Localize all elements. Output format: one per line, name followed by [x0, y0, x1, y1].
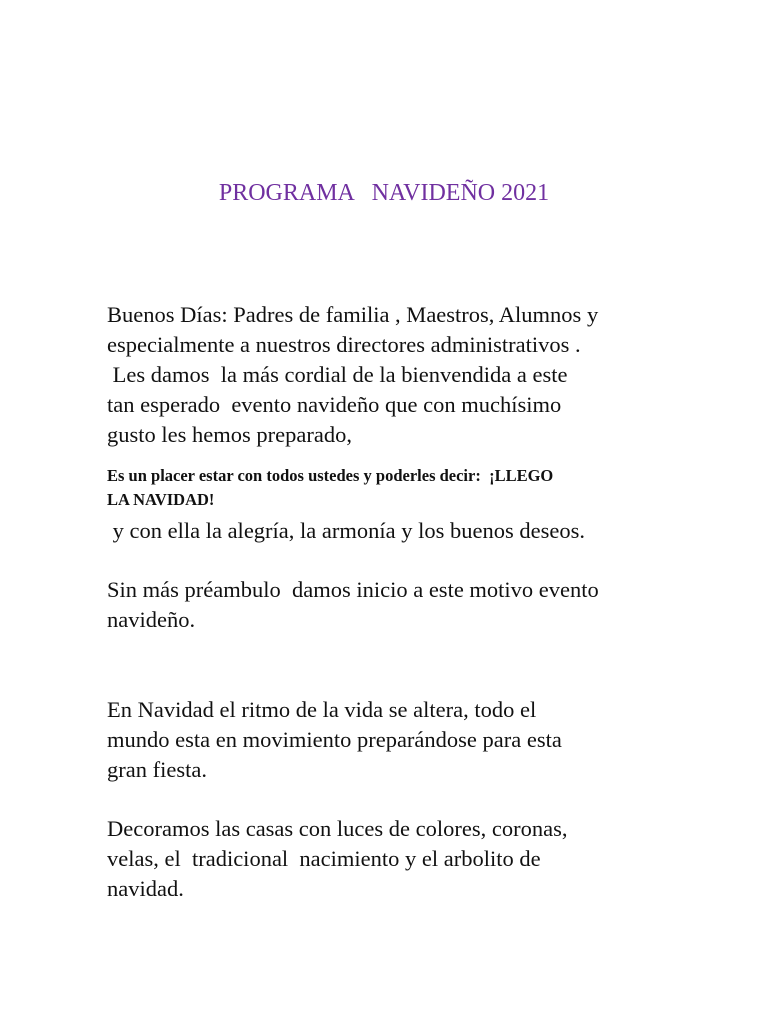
document-title: PROGRAMA NAVIDEÑO 2021	[218, 180, 550, 206]
welcome-line: Buenos Días: Padres de familia , Maestros, Alumnos y	[107, 302, 599, 327]
welcome-line: especialmente a nuestros directores administrativos .	[107, 332, 581, 357]
highlight-line: LA NAVIDAD!	[107, 490, 215, 509]
welcome-line: gusto les hemos preparado,	[107, 422, 352, 447]
rhythm-line: En Navidad el ritmo de la vida se altera, todo el	[107, 697, 537, 722]
intro-paragraph	[107, 575, 707, 635]
welcome-paragraph	[107, 300, 707, 450]
intro-line: navideño.	[107, 607, 196, 632]
rhythm-line: mundo esta en movimiento preparándose para esta	[107, 727, 562, 752]
decor-line: navidad.	[107, 876, 184, 901]
continuation-line: y con ella la alegría, la armonía y los buenos deseos.	[107, 518, 585, 543]
welcome-line: Les damos la más cordial de la bienvendida a este	[107, 362, 568, 387]
decor-paragraph	[107, 814, 707, 904]
decor-line: velas, el tradicional nacimiento y el arbolito de	[107, 846, 541, 871]
rhythm-line: gran fiesta.	[107, 757, 207, 782]
intro-line: Sin más préambulo damos inicio a este motivo evento	[107, 577, 599, 602]
decor-line: Decoramos las casas con luces de colores, coronas,	[107, 816, 568, 841]
welcome-line: tan esperado evento navideño que con muchísimo	[107, 392, 562, 417]
continuation-paragraph	[107, 516, 707, 546]
rhythm-paragraph	[107, 695, 707, 785]
highlight-paragraph	[107, 464, 707, 512]
highlight-line: Es un placer estar con todos ustedes y poderles decir: ¡LLEGO	[107, 466, 554, 485]
